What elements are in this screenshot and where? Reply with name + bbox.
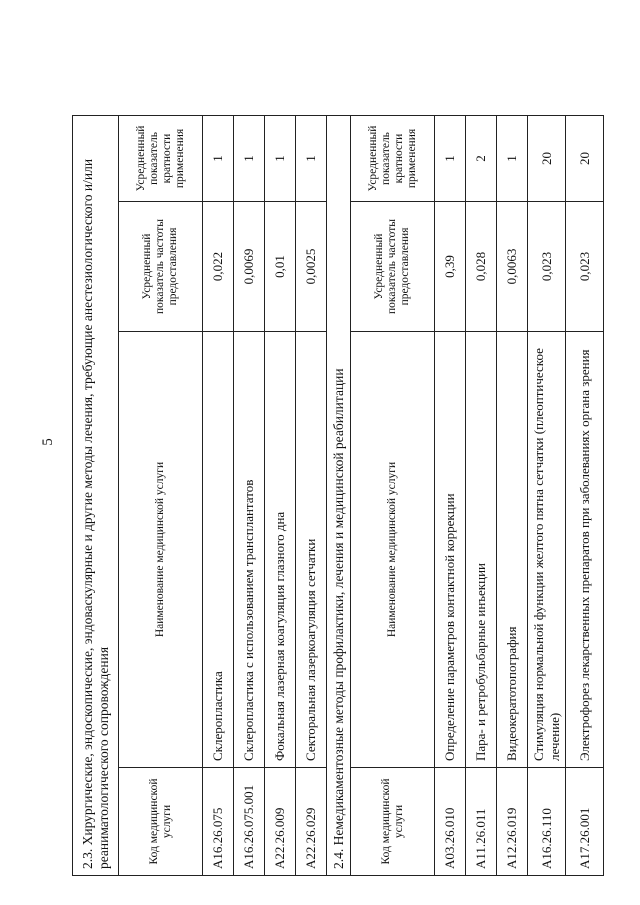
cell-multiplicity: 1 <box>265 115 296 201</box>
cell-code: A12.26.019 <box>497 768 528 876</box>
cell-name: Стимуляция нормальной функции желтого пятна сетчатки (плеоптическое лечение) <box>528 332 566 768</box>
blank-gap <box>296 27 327 115</box>
table-row <box>296 27 327 875</box>
cell-name: Электрофорез лекарственных препаратов при заболеваниях органа зрения <box>566 332 604 768</box>
cell-frequency: 0,023 <box>528 202 566 332</box>
cell-name: Видеокератотопография <box>497 332 528 768</box>
blank-gap <box>566 28 604 116</box>
table-row <box>528 28 566 876</box>
cell-name: Склеропластика <box>203 332 234 768</box>
table-row <box>435 28 466 876</box>
cell-name: Фокальная лазерная коагуляция глазного дна <box>265 332 296 768</box>
table-row <box>497 28 528 876</box>
cell-code: A22.26.009 <box>265 768 296 876</box>
table-row <box>566 28 604 876</box>
blank-gap <box>119 27 203 115</box>
page-number: 5 <box>40 438 56 446</box>
cell-code: A16.26.075.001 <box>234 768 265 876</box>
cell-code: A11.26.011 <box>466 768 497 876</box>
cell-frequency: 0,01 <box>265 202 296 332</box>
blank-gap <box>466 28 497 116</box>
section-title: 2.3. Хирургические, эндоскопические, эндоваскулярные и другие методы лечения, требующие анестезиологического и/или реаниматологического сопровождения <box>73 115 119 875</box>
cell-multiplicity: 20 <box>566 116 604 202</box>
cell-frequency: 0,0069 <box>234 202 265 332</box>
blank-gap <box>265 27 296 115</box>
cell-code: A16.26.075 <box>203 768 234 876</box>
header-code: Код медицинской услуги <box>351 768 435 876</box>
header-name: Наименование медицинской услуги <box>351 332 435 768</box>
cell-name: Склеропластика с использованием трансплантатов <box>234 332 265 768</box>
blank-gap <box>203 27 234 115</box>
header-multiplicity: Усредненный показатель кратности применения <box>119 115 203 201</box>
cell-name: Секторальная лазеркоагуляция сетчатки <box>296 332 327 768</box>
table-surgical-methods <box>72 27 327 876</box>
blank-gap <box>435 28 466 116</box>
cell-name: Определение параметров контактной коррекции <box>435 332 466 768</box>
section-title: 2.4. Немедикаментозные методы профилактики, лечения и медицинской реабилитации <box>327 116 351 876</box>
blank-gap <box>73 27 119 115</box>
blank-gap <box>497 28 528 116</box>
cell-frequency: 0,022 <box>203 202 234 332</box>
cell-code: A03.26.010 <box>435 768 466 876</box>
cell-multiplicity: 1 <box>203 115 234 201</box>
cell-frequency: 0,39 <box>435 202 466 332</box>
header-frequency: Усредненный показатель частоты предоставления <box>351 202 435 332</box>
blank-gap <box>528 28 566 116</box>
cell-frequency: 0,0025 <box>296 202 327 332</box>
cell-frequency: 0,0063 <box>497 202 528 332</box>
cell-frequency: 0,028 <box>466 202 497 332</box>
cell-multiplicity: 2 <box>466 116 497 202</box>
cell-frequency: 0,023 <box>566 202 604 332</box>
header-multiplicity: Усредненный показатель кратности применения <box>351 116 435 202</box>
table-row <box>203 27 234 875</box>
cell-code: A22.26.029 <box>296 768 327 876</box>
header-name: Наименование медицинской услуги <box>119 332 203 768</box>
cell-multiplicity: 20 <box>528 116 566 202</box>
cell-name: Пара- и ретробульбарные инъекции <box>466 332 497 768</box>
cell-multiplicity: 1 <box>296 115 327 201</box>
cell-multiplicity: 1 <box>497 116 528 202</box>
blank-gap <box>351 28 435 116</box>
blank-gap <box>327 28 351 116</box>
header-code: Код медицинской услуги <box>119 768 203 876</box>
cell-code: A17.26.001 <box>566 768 604 876</box>
table-row <box>234 27 265 875</box>
cell-multiplicity: 1 <box>234 115 265 201</box>
table-non-drug-methods <box>326 28 604 877</box>
rotated-content <box>72 28 608 876</box>
header-frequency: Усредненный показатель частоты предоставления <box>119 202 203 332</box>
table-row <box>466 28 497 876</box>
table-row <box>265 27 296 875</box>
cell-code: A16.26.110 <box>528 768 566 876</box>
cell-multiplicity: 1 <box>435 116 466 202</box>
blank-gap <box>234 27 265 115</box>
